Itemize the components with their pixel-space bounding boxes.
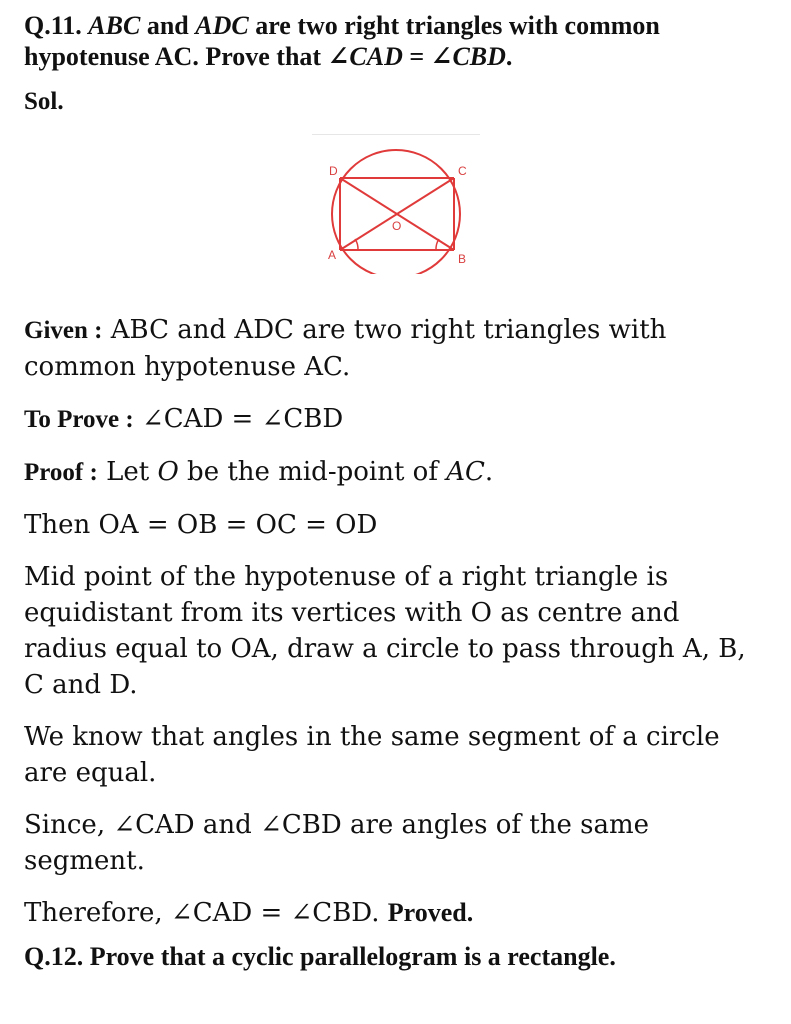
since-paragraph: Since, ∠CAD and ∠CBD are angles of the same segment.: [24, 810, 650, 876]
cyclic-quadrilateral-diagram: [312, 138, 480, 274]
to-prove-label: To Prove :: [24, 406, 134, 433]
circumcircle: [332, 150, 460, 274]
label-c: C: [458, 164, 467, 178]
triangle-abc: ABC: [88, 11, 141, 40]
to-prove-text: ∠CAD = ∠CBD: [133, 404, 344, 434]
angle-arc-a: [355, 239, 358, 250]
to-prove-statement: [24, 401, 769, 438]
label-a: A: [328, 248, 337, 262]
equal-radii-line: Then OA = OB = OC = OD: [24, 510, 378, 540]
question-12-title: Q.12. Prove that a cyclic parallelogram is a rectangle.: [24, 942, 616, 971]
given-text: ABC and ADC are two right triangles with common hypotenuse AC.: [24, 315, 667, 382]
triangle-adc: ADC: [195, 11, 249, 40]
midpoint-paragraph: Mid point of the hypotenuse of a right triangle is equidistant from its vertices with O as centre and radius equal to OA, draw a circle to pass through A, B, C and D.: [24, 562, 746, 700]
segment-ac: AC: [446, 457, 485, 487]
page-content: [24, 10, 769, 972]
label-o: O: [392, 219, 402, 233]
geometry-figure: [312, 134, 480, 274]
given-label: Given :: [24, 317, 103, 344]
question-11-title: Q.11. ABC and ADC are two right triangles with common hypotenuse AC. Prove that ∠CAD = ∠CBD.: [24, 11, 660, 71]
given-statement: [24, 312, 769, 385]
proved-label: Proved.: [387, 898, 474, 927]
proof-label: Proof :: [24, 459, 98, 486]
question-11-number: Q.11.: [24, 11, 82, 40]
angle-cbd: ∠CBD: [430, 42, 506, 71]
angle-arc-b: [436, 239, 439, 250]
same-segment-paragraph: We know that angles in the same segment of a circle are equal.: [24, 722, 720, 788]
point-o: O: [157, 457, 179, 487]
conclusion-line: [24, 895, 769, 931]
proof-statement: Proof : Let O be the mid-point of AC.: [24, 457, 494, 487]
label-d: D: [329, 164, 338, 178]
angle-cad: ∠CAD: [327, 42, 403, 71]
solution-label: Sol.: [24, 88, 64, 115]
conclusion-text: Therefore, ∠CAD = ∠CBD.: [24, 898, 388, 928]
figure-divider: [312, 134, 480, 135]
label-b: B: [458, 252, 467, 266]
